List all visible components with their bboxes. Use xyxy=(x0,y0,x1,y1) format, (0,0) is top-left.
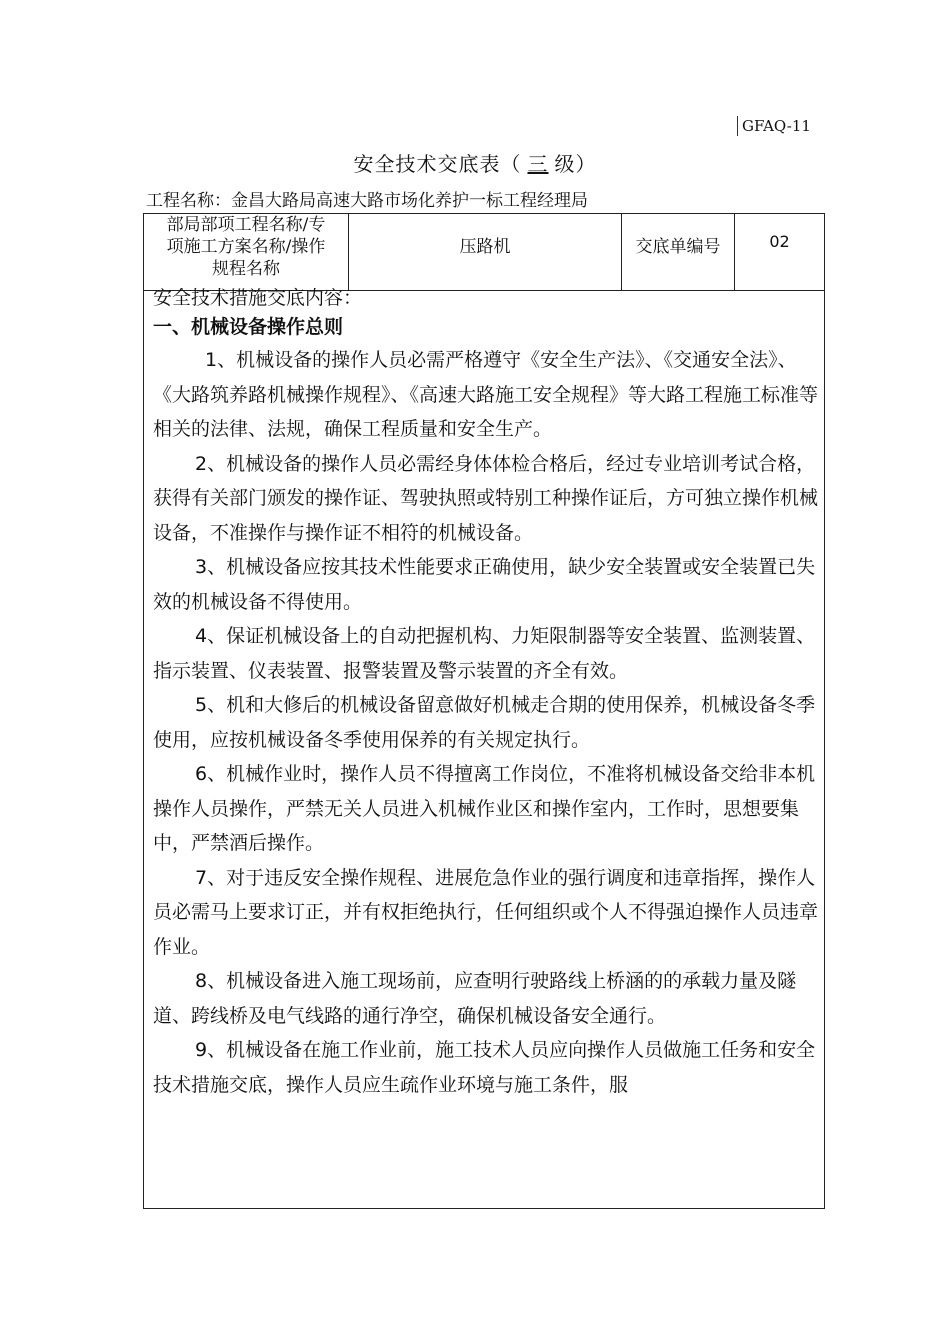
number-label-cell: 交底单编号 xyxy=(622,214,735,290)
field-label-line: 规程名称 xyxy=(212,259,280,279)
field-label-cell xyxy=(144,214,349,290)
project-name-line xyxy=(146,186,588,211)
paragraph: 9、机械设备在施工作业前，施工技术人员应向操作人员做施工任务和安全技术措施交底，操作人员应生疏作业环境与施工条件，服 xyxy=(153,1039,816,1096)
paragraph: 8、机械设备进入施工现场前，应查明行驶路线上桥涵的的承载力量及隧道、跨线桥及电气线路的通行净空，确保机械设备安全通行。 xyxy=(153,970,797,1027)
paragraph: 5、机和大修后的机械设备留意做好机械走合期的使用保养，机械设备冬季使用，应按机械设备冬季使用保养的有关规定执行。 xyxy=(153,694,816,751)
paragraph: 1、机械设备的操作人员必需严格遵守《安全生产法》、《交通安全法》、《大路筑养路机械操作规程》、《高速大路施工安全规程》等大路工程施工标准等相关的法律、法规，确保工程质量和安全生产。 xyxy=(153,349,819,440)
page-title xyxy=(0,148,950,177)
section-heading: 一、机械设备操作总则 xyxy=(153,316,344,338)
project-value: 金昌大路局高速大路市场化养护一标工程经理局 xyxy=(231,191,588,211)
paragraph: 4、保证机械设备上的自动把握机构、力矩限制器等安全装置、监测装置、指示装置、仪表装置、报警装置及警示装置的齐全有效。 xyxy=(153,625,816,682)
content-lead: 安全技术措施交底内容： xyxy=(153,287,363,309)
paragraph: 7、对于违反安全操作规程、进展危急作业的强行调度和违章指挥，操作人员必需马上要求订正，并有权拒绝执行，任何组织或个人不得强迫操作人员违章作业。 xyxy=(153,866,819,958)
field-label-line: 部局部项工程名称/专 xyxy=(166,215,326,235)
title-suffix: 级） xyxy=(554,152,597,176)
paragraph: 6、机械作业时，操作人员不得擅离工作岗位，不准将机械设备交给非本机操作人员操作，严禁无关人员进入机械作业区和操作室内，工作时，思想要集中，严禁酒后操作。 xyxy=(153,763,816,854)
content-area xyxy=(153,285,823,1102)
paragraph: 3、机械设备应按其技术性能要求正确使用，缺少安全装置或安全装置已失效的机械设备不得使用。 xyxy=(153,556,816,613)
number-value-cell: 02 xyxy=(769,232,790,251)
field-label-line: 项施工方案名称/操作 xyxy=(166,237,326,257)
project-label: 工程名称： xyxy=(146,191,231,211)
document-code: GFAQ-11 xyxy=(737,116,811,136)
paragraph: 2、机械设备的操作人员必需经身体体检合格后，经过专业培训考试合格，获得有关部门颁发的操作证、驾驶执照或特别工种操作证后，方可独立操作机械设备，不准操作与操作证不相符的机械设备。 xyxy=(153,452,819,544)
table-header-row xyxy=(144,214,824,291)
title-prefix: 安全技术交底表（ xyxy=(353,152,522,176)
title-level: 三 xyxy=(527,152,549,176)
field-value-cell: 压路机 xyxy=(349,214,622,290)
disclosure-table xyxy=(143,213,825,1209)
